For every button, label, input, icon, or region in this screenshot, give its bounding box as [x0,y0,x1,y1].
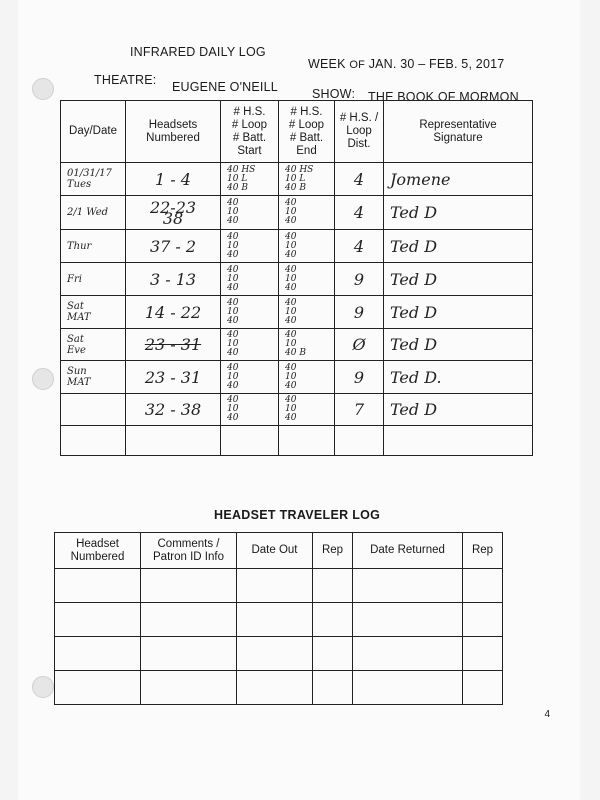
handwritten-end: 40 10 40 B [285,330,306,358]
traveler-col-header: Rep [463,533,503,569]
cell-dist [335,296,384,329]
daily-col-header: # H.S. # Loop # Batt. Start [221,101,279,163]
traveler-log-title: HEADSET TRAVELER LOG [214,508,381,522]
cell-dist [335,230,384,263]
handwritten-start: 40 10 40 [227,198,239,226]
handwritten-end: 40 10 40 [285,297,297,326]
cell-signature [384,263,533,296]
cell-dist [335,426,384,456]
empty-cell [463,671,503,705]
handwritten-signature: Ted D [390,269,438,289]
cell-end [279,426,335,456]
page-number: 4 [544,709,550,720]
empty-cell [55,569,141,603]
cell-dist [335,196,384,230]
cell-headsets [126,426,221,456]
handwritten-end: 40 10 40 [285,231,297,260]
cell-day [61,263,126,296]
empty-cell [313,637,353,671]
empty-cell [353,603,463,637]
empty-cell [141,671,237,705]
cell-end [279,230,335,263]
cell-headsets [126,394,221,426]
handwritten-signature: Ted D. [390,367,442,387]
handwritten-start: 40 10 40 [227,330,239,358]
empty-cell [141,603,237,637]
show-label: SHOW: [312,87,356,101]
cell-day [61,230,126,263]
handwritten-dist: 9 [353,302,365,322]
cell-start [221,394,279,426]
handwritten-day: 2/1 Wed [67,207,109,218]
table-row [61,196,533,230]
table-row [61,163,533,196]
table-row [61,426,533,456]
cell-signature [384,394,533,426]
handwritten-day: Thur [67,240,92,252]
cell-end [279,163,335,196]
handwritten-day: 01/31/17 Tues [67,168,112,190]
punch-hole [32,676,54,698]
daily-log-header-row [61,101,533,163]
empty-cell [141,637,237,671]
cell-day [61,296,126,329]
table-row [61,394,533,426]
handwritten-headsets: 37 - 2 [149,236,197,256]
handwritten-signature: Jomene [390,169,451,189]
empty-cell [353,569,463,603]
handwritten-headsets: 32 - 38 [144,400,202,419]
handwritten-headsets: 23 - 31 [144,335,202,354]
empty-cell [237,671,313,705]
table-row [55,603,503,637]
table-row [55,671,503,705]
handwritten-end: 40 10 40 [285,362,297,391]
table-row [61,329,533,361]
cell-dist [335,361,384,394]
cell-end [279,361,335,394]
handwritten-dist: Ø [352,335,366,354]
handwritten-dist: 7 [353,400,365,419]
cell-dist [335,163,384,196]
cell-start [221,361,279,394]
cell-signature [384,296,533,329]
handwritten-headsets: 22-23 38 [149,197,197,228]
handwritten-day: Sat MAT [67,301,91,323]
cell-signature [384,361,533,394]
daily-log-body [61,163,533,456]
handwritten-headsets: 3 - 13 [149,269,197,289]
empty-cell [353,671,463,705]
handwritten-end: 40 10 40 [285,264,297,293]
punch-hole [32,368,54,390]
cell-headsets [126,196,221,230]
cell-start [221,329,279,361]
cell-day [61,329,126,361]
handwritten-end: 40 HS 10 L 40 B [285,164,314,193]
handwritten-dist: 4 [353,169,365,189]
week-range: WEEK OF JAN. 30 – FEB. 5, 2017 [308,57,505,71]
cell-headsets [126,163,221,196]
handwritten-signature: Ted D [390,302,438,322]
empty-cell [463,603,503,637]
cell-headsets [126,329,221,361]
handwritten-signature: Ted D [390,400,438,419]
handwritten-headsets: 1 - 4 [155,169,191,189]
cell-end [279,329,335,361]
empty-cell [237,569,313,603]
traveler-log-table [54,532,503,705]
document-page [18,0,580,800]
daily-col-header: Headsets Numbered [126,101,221,163]
daily-col-header: # H.S. / Loop Dist. [335,101,384,163]
table-row [55,637,503,671]
traveler-log-header-row [55,533,503,569]
handwritten-signature: Ted D [390,203,438,222]
cell-day [61,163,126,196]
handwritten-day: Fri [67,273,82,285]
cell-day [61,361,126,394]
traveler-col-header: Rep [313,533,353,569]
handwritten-end: 40 10 40 [285,395,297,423]
empty-cell [55,671,141,705]
theatre-label: THEATRE: [94,73,157,87]
handwritten-day: Sun MAT [67,366,91,388]
handwritten-headsets: 23 - 31 [144,367,202,387]
empty-cell [313,671,353,705]
traveler-col-header: Date Out [237,533,313,569]
handwritten-start: 40 10 40 [227,297,239,326]
empty-cell [237,637,313,671]
cell-dist [335,394,384,426]
table-row [61,361,533,394]
empty-cell [463,637,503,671]
cell-start [221,196,279,230]
cell-start [221,426,279,456]
cell-headsets [126,263,221,296]
handwritten-signature: Ted D [390,335,438,354]
handwritten-dist: 4 [353,203,365,222]
empty-cell [463,569,503,603]
table-row [61,296,533,329]
handwritten-dist: 9 [353,269,365,289]
cell-signature [384,196,533,230]
table-row [61,263,533,296]
handwritten-start: 40 10 40 [227,362,239,391]
cell-start [221,230,279,263]
handwritten-end: 40 10 40 [285,198,297,226]
empty-cell [353,637,463,671]
punch-hole [32,78,54,100]
show-value: THE BOOK OF MORMON [368,90,519,104]
handwritten-signature: Ted D [390,236,438,256]
handwritten-dist: 4 [353,236,365,256]
cell-end [279,394,335,426]
cell-start [221,163,279,196]
traveler-log-body [55,569,503,705]
daily-col-header: Representative Signature [384,101,533,163]
daily-col-header: # H.S. # Loop # Batt. End [279,101,335,163]
traveler-col-header: Comments / Patron ID Info [141,533,237,569]
cell-headsets [126,296,221,329]
empty-cell [55,637,141,671]
handwritten-dist: 9 [353,367,365,387]
cell-signature [384,163,533,196]
empty-cell [313,569,353,603]
handwritten-start: 40 10 40 [227,264,239,293]
cell-start [221,296,279,329]
table-row [61,230,533,263]
handwritten-start: 40 HS 10 L 40 B [227,164,256,193]
empty-cell [55,603,141,637]
cell-end [279,263,335,296]
handwritten-headsets: 14 - 22 [144,302,202,322]
daily-col-header: Day/Date [61,101,126,163]
cell-start [221,263,279,296]
handwritten-day: Sat Eve [67,333,86,356]
empty-cell [313,603,353,637]
cell-signature [384,329,533,361]
cell-headsets [126,361,221,394]
cell-signature [384,230,533,263]
table-row [55,569,503,603]
cell-end [279,296,335,329]
cell-dist [335,263,384,296]
cell-end [279,196,335,230]
log-title: INFRARED DAILY LOG [130,45,266,59]
cell-dist [335,329,384,361]
cell-day [61,426,126,456]
empty-cell [141,569,237,603]
handwritten-start: 40 10 40 [227,231,239,260]
traveler-col-header: Date Returned [353,533,463,569]
empty-cell [237,603,313,637]
handwritten-start: 40 10 40 [227,395,239,423]
traveler-col-header: Headset Numbered [55,533,141,569]
cell-headsets [126,230,221,263]
theatre-value: EUGENE O'NEILL [172,80,278,94]
cell-signature [384,426,533,456]
daily-log-table [60,100,533,456]
cell-day [61,196,126,230]
cell-day [61,394,126,426]
